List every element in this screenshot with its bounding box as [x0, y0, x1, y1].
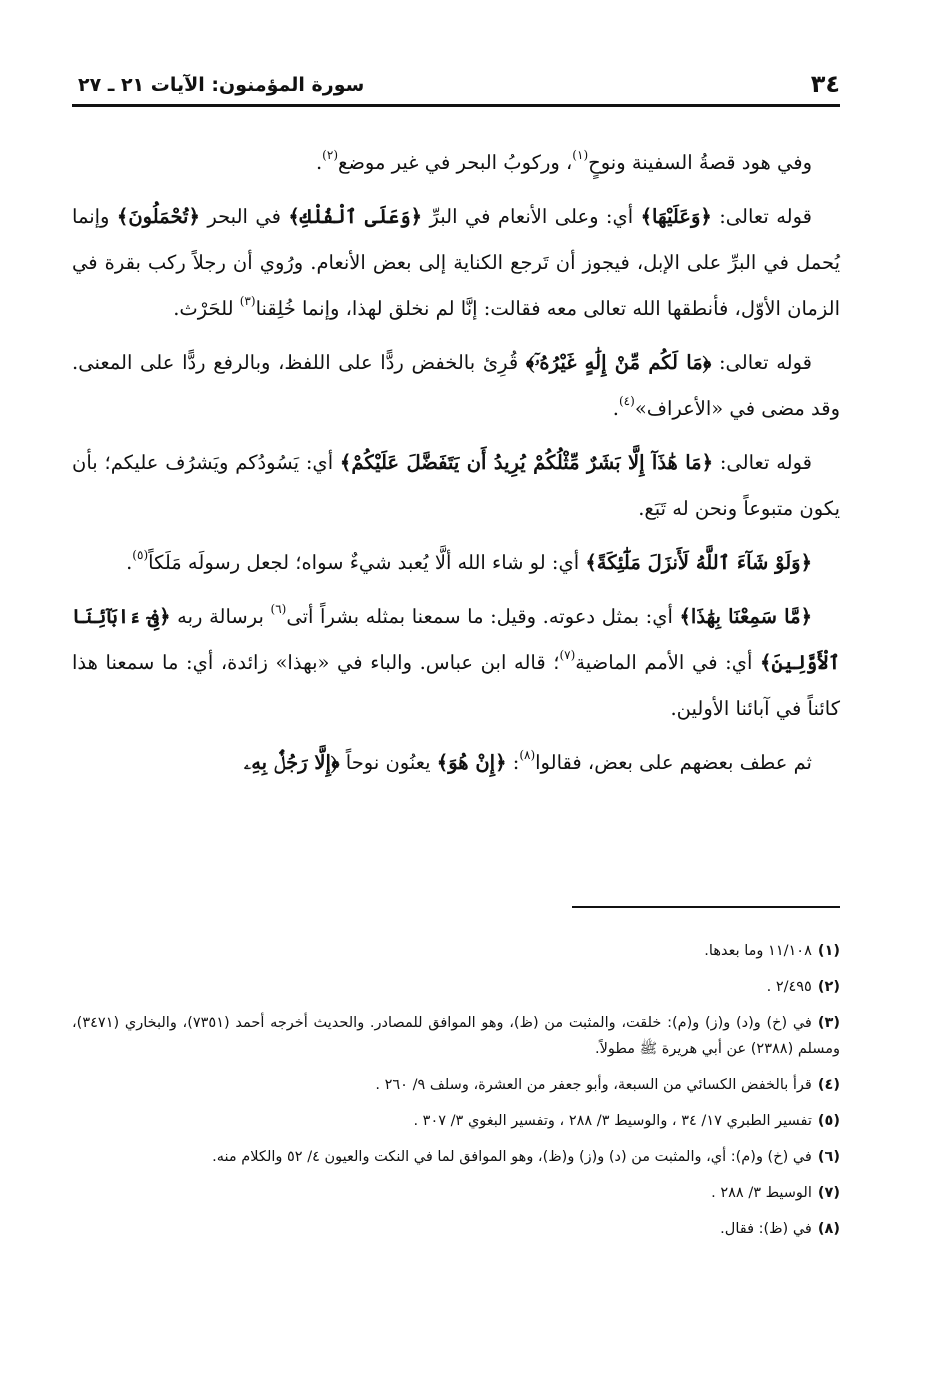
quran-quote: ﴿تُحْمَلُونَ﴾	[116, 205, 200, 228]
text-run: للحَرْث.	[173, 297, 240, 320]
page-header	[72, 66, 840, 107]
text-run: :	[506, 751, 520, 774]
quran-quote: ﴿مَا لَكُم مِّنْ إِلَٰهٍ غَيْرُهُۥٓ﴾	[525, 351, 712, 374]
footnote-3	[72, 1010, 840, 1062]
footnote-1	[72, 938, 840, 964]
text-run: أي: في الأمم الماضية	[575, 651, 761, 674]
footnote-5	[72, 1108, 840, 1134]
text-run: في البحر	[199, 205, 289, 228]
footnote-text: الوسيط ٣/ ٢٨٨ .	[711, 1185, 812, 1201]
footnote-number: (٥)	[817, 1113, 840, 1129]
footnote-ref: (١)	[572, 148, 589, 162]
quran-quote: ﴿إِنْ هُوَ﴾	[436, 751, 507, 774]
footnote-text: في (خ) و(د) و(ز) و(م): خلقت، والمثبت من (ظ)، وهو الموافق للمصادر. والحديث أخرجه أحمد (٧٣٥١)، والبخاري (٣٤٧١)، ومسلم (٢٣٨٨) عن أبي هريرة ﷺ مطولاً.	[72, 1015, 840, 1057]
text-run: يعنُون نوحاً	[339, 751, 437, 774]
text-run: وفي هود قصةُ السفينة ونوحٍ	[588, 151, 812, 174]
footnotes	[72, 938, 840, 1252]
footnote-number: (٨)	[817, 1221, 840, 1237]
quran-quote: ﴿وَعَلَى ٱلْفُلْكِ﴾	[288, 205, 423, 228]
footnote-number: (١)	[817, 943, 840, 959]
footnote-number: (٦)	[817, 1149, 840, 1165]
text-run: أي: وعلى الأنعام في البرِّ	[422, 205, 641, 228]
running-title: سورة المؤمنون: الآيات ٢١ ـ ٢٧	[78, 74, 365, 96]
text-run: قوله تعالى:	[711, 205, 812, 228]
quran-quote: ﴿مَّا سَمِعْنَا بِهَٰذَا﴾	[679, 605, 812, 628]
paragraph-6	[72, 594, 840, 732]
quran-quote: ﴿وَعَلَيْهَا﴾	[640, 205, 712, 228]
text-run: .	[612, 397, 619, 420]
quran-quote: ﴿وَلَوْ شَآءَ ٱللَّهُ لَأَنزَلَ مَلَٰٓئِكَةً﴾	[585, 551, 812, 574]
footnote-number: (٤)	[817, 1077, 840, 1093]
paragraph-1	[72, 140, 840, 186]
footnote-text: ٢/٤٩٥ .	[766, 979, 812, 995]
footnote-ref: (٥)	[132, 548, 149, 562]
footnote-2	[72, 974, 840, 1000]
footnote-ref: (٢)	[322, 148, 338, 162]
footnote-ref: (٣)	[239, 294, 256, 308]
paragraph-2	[72, 194, 840, 332]
quran-quote: ﴿إِلَّا رَجُلٌۢ بِهِۦ	[243, 751, 340, 774]
text-run: وإنما يُحمل في البرِّ على الإبل، فيجوز أن تَرجع الكناية إلى بعض الأنعام. ورُوي أن رجلاً ركب بقرة في الزمان الأوّل، فأنطقها الله تعالى معه فقالت: إنَّا لم نخلق لهذا، وإنما خُلِقنا	[72, 205, 840, 320]
footnote-ref: (٤)	[618, 394, 635, 408]
paragraph-3	[72, 340, 840, 432]
text-run: ، وركوبُ البحر في غير موضع	[338, 151, 573, 174]
text-run: برسالة ربه	[170, 605, 271, 628]
text-run: ثم عطف بعضهم على بعض، فقالوا	[535, 751, 812, 774]
footnote-text: قرأ بالخفض الكسائي من السبعة، وأبو جعفر من العشرة، وسلف ٩/ ٢٦٠ .	[375, 1077, 812, 1093]
footnote-ref: (٦)	[270, 602, 287, 616]
text-run: قُرِئ بالخفض ردًّا على اللفظ، وبالرفع ردًّا على المعنى. وقد مضى في «الأعراف»	[72, 351, 840, 420]
text-run: أي: لو شاء الله ألَّا يُعبد شيءٌ سواه؛ لجعل رسولَه مَلَكاً	[148, 551, 586, 574]
footnote-7	[72, 1180, 840, 1206]
footnote-text: في (ظ): فقال.	[720, 1221, 812, 1237]
text-run: أي: بمثل دعوته. وقيل: ما سمعنا بمثله بشراً أتى	[286, 605, 680, 628]
text-run: قوله تعالى:	[711, 351, 812, 374]
text-run: .	[126, 551, 133, 574]
footnote-number: (٢)	[817, 979, 840, 995]
text-run: .	[315, 151, 323, 174]
main-text	[72, 140, 840, 794]
paragraph-7	[72, 740, 840, 786]
text-run: قوله تعالى:	[713, 451, 812, 474]
page-number: ٣٤	[810, 70, 840, 98]
footnote-text: ١١/١٠٨ وما بعدها.	[704, 943, 812, 959]
quran-quote: ﴿فِىٓ ءَابَآئِنَا ٱلْأَوَّلِينَ﴾	[72, 605, 840, 674]
footnote-8	[72, 1216, 840, 1242]
footnote-text: تفسير الطبري ١٧/ ٣٤ ، والوسيط ٣/ ٢٨٨ ، وتفسير البغوي ٣/ ٣٠٧ .	[413, 1113, 812, 1129]
footnote-6	[72, 1144, 840, 1170]
footnote-ref: (٧)	[559, 648, 576, 662]
footnote-divider	[572, 906, 840, 908]
footnote-text: في (خ) و(م): أي، والمثبت من (د) و(ز) و(ظ)، وهو الموافق لما في النكت والعيون ٤/ ٥٢ والكلام منه.	[212, 1149, 812, 1165]
footnote-number: (٧)	[817, 1185, 840, 1201]
footnote-4	[72, 1072, 840, 1098]
footnote-number: (٣)	[817, 1015, 840, 1031]
paragraph-4	[72, 440, 840, 532]
text-run: أي: يَسُودُكم ويَشرُف عليكم؛ بأن يكون متبوعاً ونحن له تَبَع.	[72, 451, 840, 520]
text-run: ؛ قاله ابن عباس. والباء في «بهذا» زائدة، أي: ما سمعنا هذا كائناً في آبائنا الأولين.	[72, 651, 840, 720]
quran-quote: ﴿مَا هَٰذَآ إِلَّا بَشَرٌ مِّثْلُكُمْ يُرِيدُ أَن يَتَفَضَّلَ عَلَيْكُمْ﴾	[339, 451, 714, 474]
footnote-ref: (٨)	[519, 748, 536, 762]
paragraph-5	[72, 540, 840, 586]
